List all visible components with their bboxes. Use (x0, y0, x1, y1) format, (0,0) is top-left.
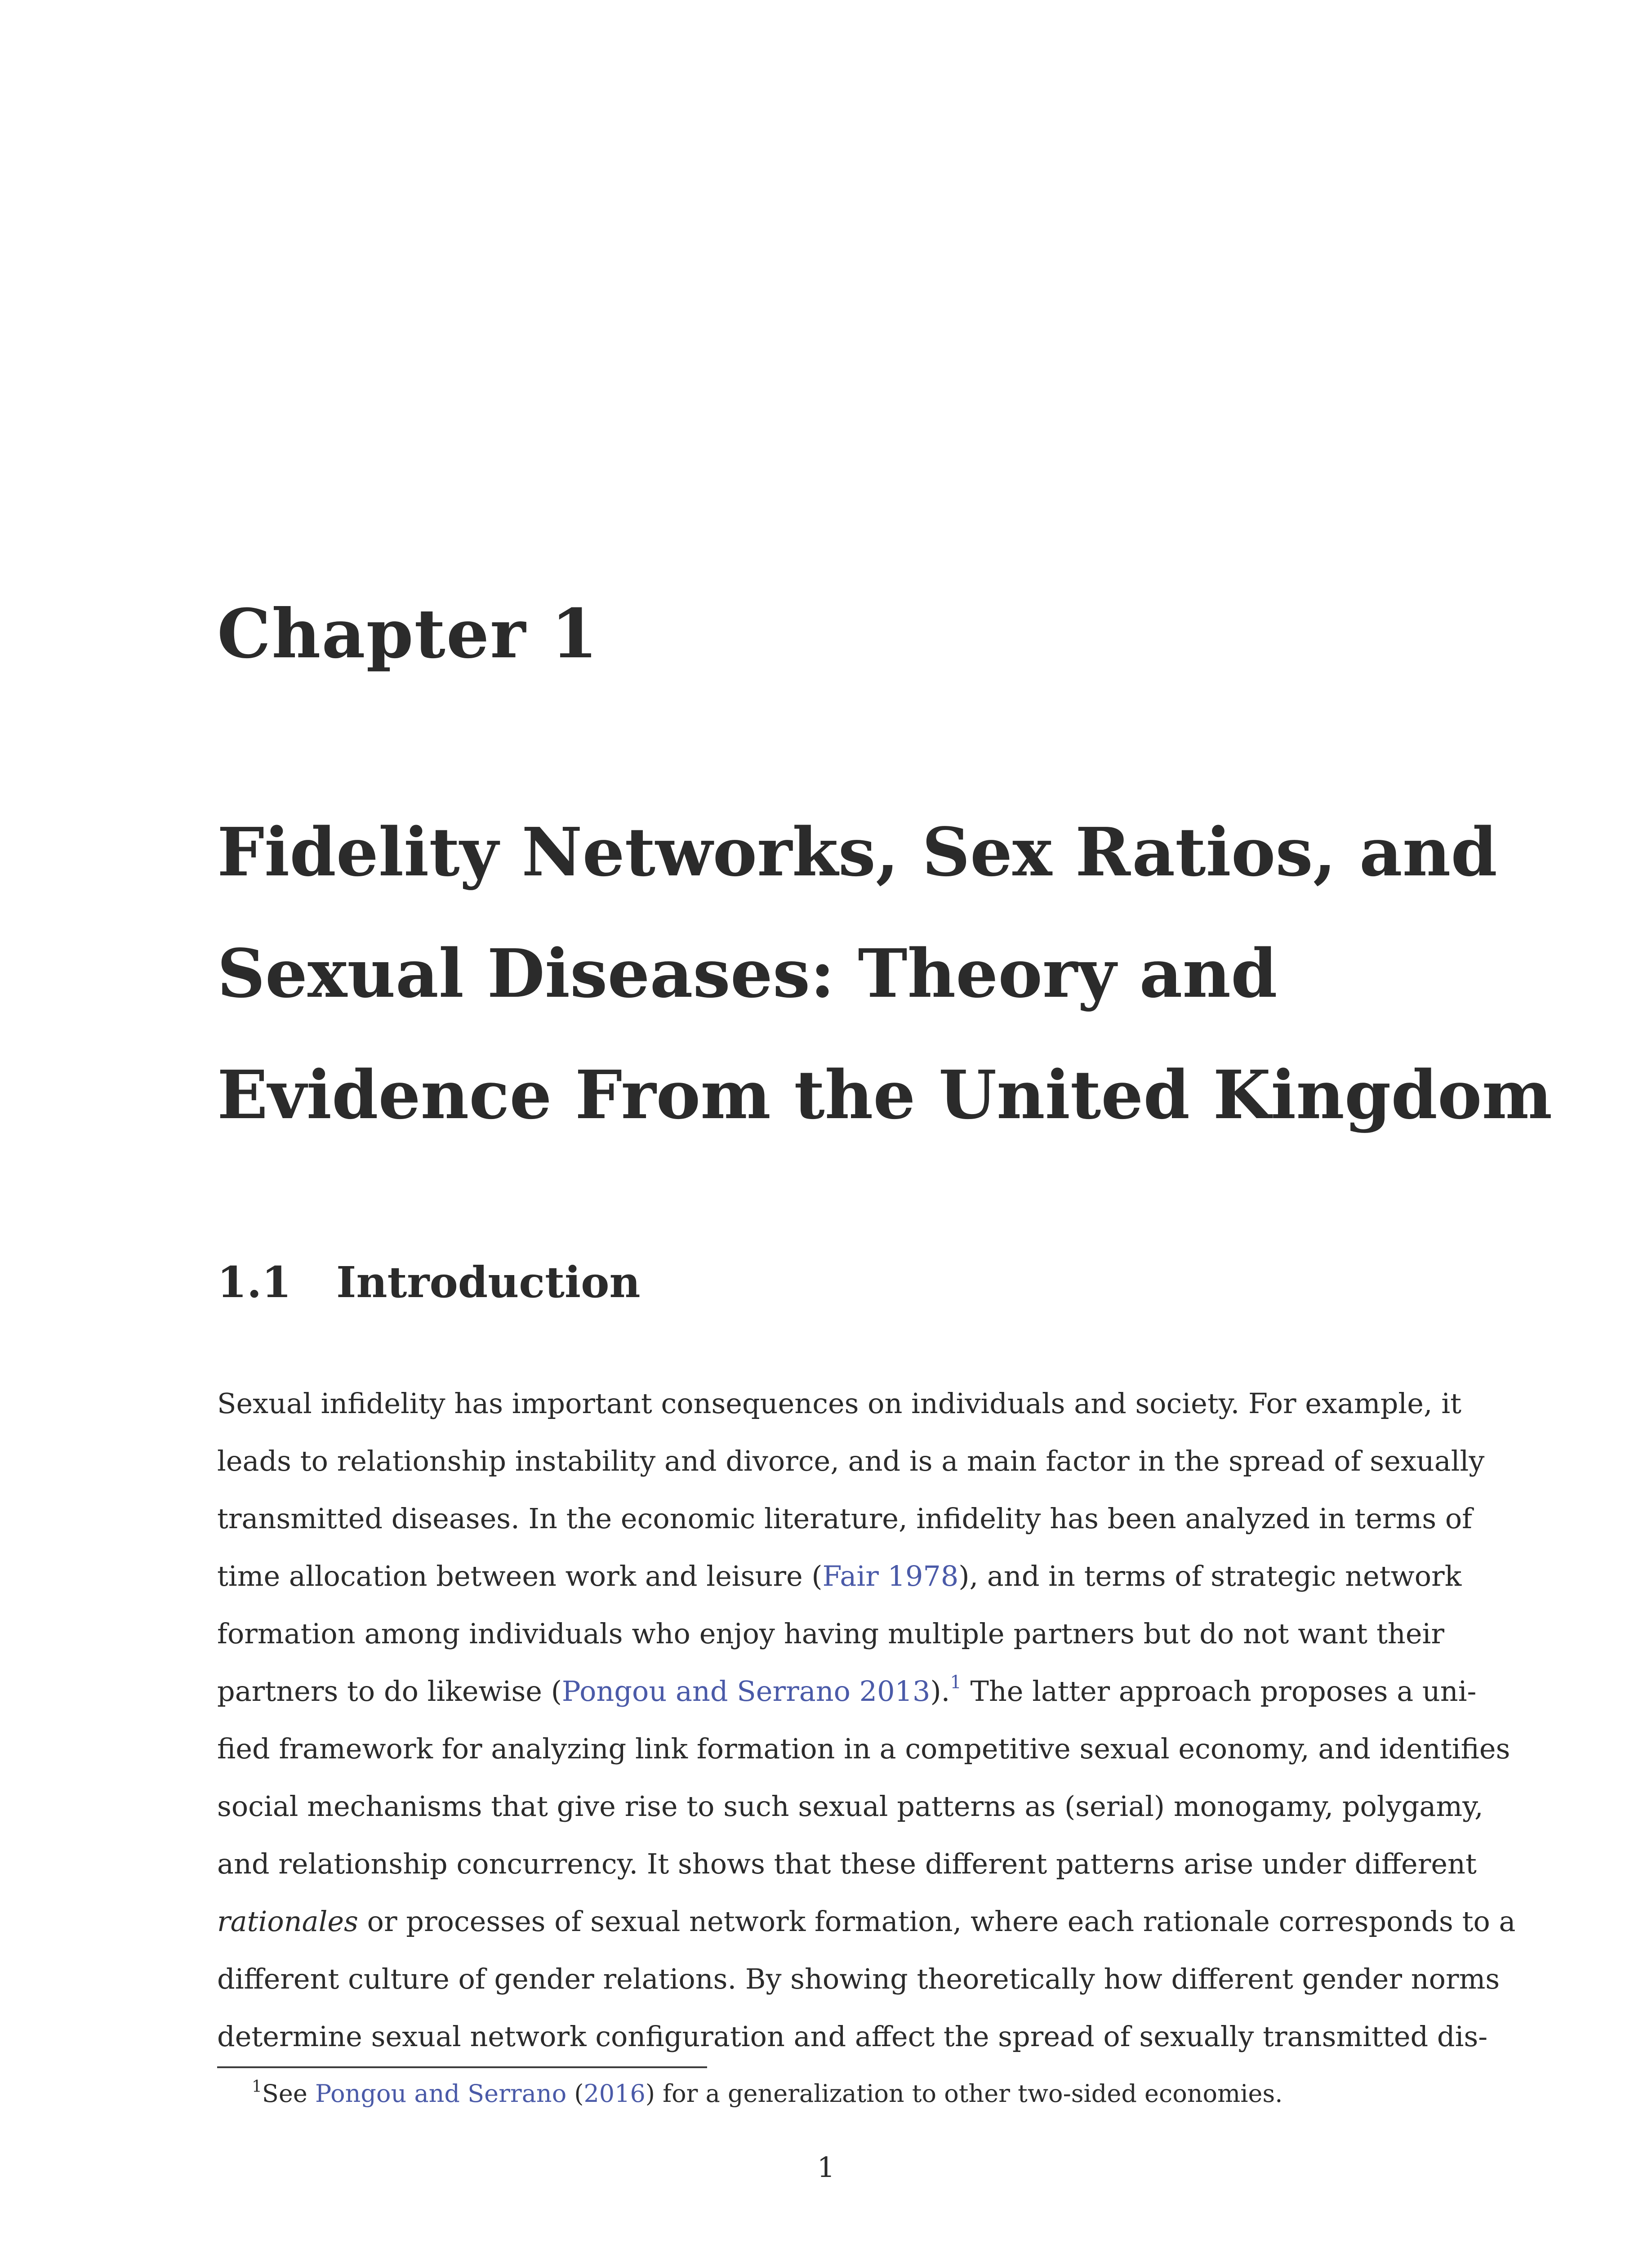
text-line (217, 1605, 1444, 1663)
body-paragraph (217, 1375, 1516, 2065)
citation-link-pongou-serrano-2013[interactable]: Pongou and Serrano 2013 (561, 1675, 931, 1708)
text-run: or processes of sexual network formation, where each rationale corresponds to a (358, 1905, 1516, 1938)
chapter-label: Chapter 1 (217, 594, 599, 674)
section-number: 1.1 (217, 1258, 292, 1307)
text-line (217, 1950, 1500, 2008)
chapter-title-line: Sexual Diseases: Theory and (217, 934, 1278, 1012)
text-line (217, 2008, 1488, 2065)
text-line (217, 1548, 1462, 1605)
text-line (217, 1835, 1477, 1893)
chapter-title (217, 791, 1553, 1155)
text-line (217, 1893, 1516, 1950)
text-run: ). (930, 1675, 950, 1708)
text-run: transmitted diseases. In the economic literature, infidelity has been analyzed in terms of (217, 1502, 1473, 1535)
text-run: social mechanisms that give rise to such sexual patterns as (serial) monogamy, polygamy, (217, 1790, 1483, 1823)
text-run: time allocation between work and leisure ( (217, 1560, 823, 1592)
text-run: different culture of gender relations. By showing theoretically how different gender norms (217, 1963, 1500, 1995)
footnote (252, 2074, 1282, 2114)
text-run: and relationship concurrency. It shows that these different patterns arise under different (217, 1847, 1477, 1880)
text-run: fied framework for analyzing link formation in a competitive sexual economy, and identifies (217, 1732, 1510, 1765)
footnote-divider (217, 2066, 707, 2068)
text-line (217, 1490, 1473, 1548)
text-run: formation among individuals who enjoy having multiple partners but do not want their (217, 1617, 1444, 1650)
emphasized-text: rationales (217, 1905, 358, 1938)
text-line (217, 1720, 1510, 1778)
text-run: The latter approach proposes a uni- (961, 1675, 1477, 1708)
text-line (217, 1663, 1477, 1720)
page-number: 1 (817, 2151, 835, 2184)
text-line (217, 1432, 1485, 1490)
footnote-marker-link[interactable]: 1 (950, 1672, 962, 1693)
footnote-number: 1 (252, 2078, 262, 2096)
text-run: determine sexual network configuration and affect the spread of sexually transmitted dis- (217, 2020, 1488, 2053)
text-run: leads to relationship instability and divorce, and is a main factor in the spread of sexually (217, 1445, 1485, 1477)
section-heading (217, 1258, 641, 1307)
section-title: Introduction (336, 1258, 641, 1307)
text-run: ), and in terms of strategic network (958, 1560, 1462, 1592)
footnote-text: ) for a generalization to other two-sided economies. (645, 2079, 1283, 2108)
text-run: partners to do likewise ( (217, 1675, 562, 1708)
citation-link-fair-1978[interactable]: Fair 1978 (822, 1560, 959, 1592)
footnote-text: See (262, 2079, 315, 2108)
text-line (217, 1375, 1462, 1432)
chapter-title-line: Fidelity Networks, Sex Ratios, and (217, 813, 1497, 891)
chapter-title-line: Evidence From the United Kingdom (217, 1056, 1553, 1134)
citation-link-pongou-serrano[interactable]: Pongou and Serrano (315, 2079, 567, 2108)
footnote-text: ( (566, 2079, 584, 2108)
text-line (217, 1778, 1483, 1835)
citation-link-2016[interactable]: 2016 (583, 2079, 646, 2108)
text-run: Sexual infidelity has important consequences on individuals and society. For example, it (217, 1387, 1462, 1420)
